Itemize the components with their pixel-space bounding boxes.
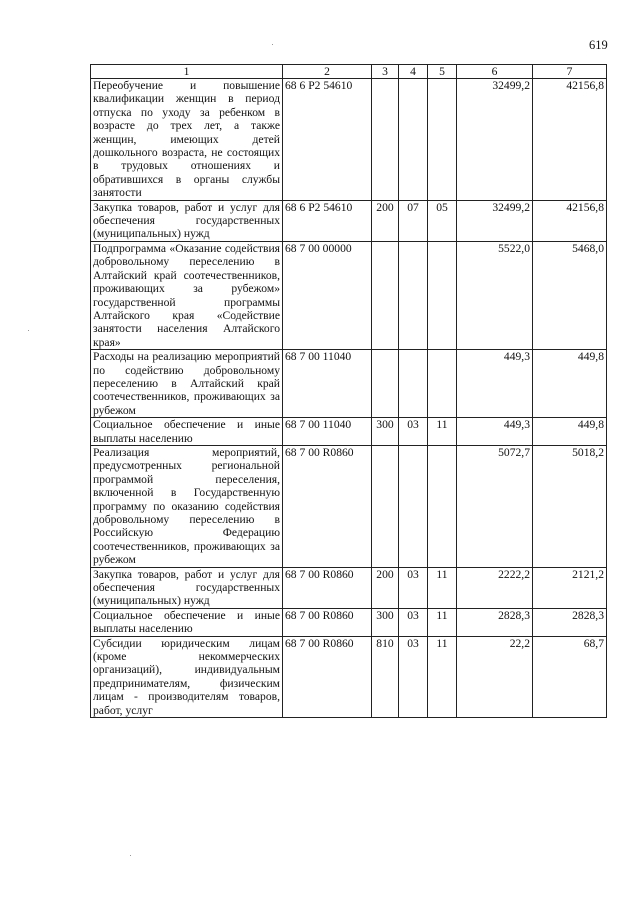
amount-col-7: 68,7 <box>533 636 607 717</box>
subsection-code <box>428 350 457 418</box>
table-row <box>91 79 607 201</box>
section-code: 03 <box>399 418 428 446</box>
amount-col-7: 42156,8 <box>533 79 607 201</box>
section-code <box>399 79 428 201</box>
section-code: 03 <box>399 636 428 717</box>
expense-type-code <box>372 79 399 201</box>
column-number: 4 <box>399 65 428 79</box>
table-row <box>91 445 607 567</box>
target-article-code: 68 6 Р2 54610 <box>283 200 372 241</box>
amount-col-7: 2121,2 <box>533 567 607 608</box>
table-row <box>91 241 607 349</box>
amount-col-7: 449,8 <box>533 350 607 418</box>
scan-speck <box>130 855 131 856</box>
column-number-row <box>91 65 607 79</box>
table-row <box>91 418 607 446</box>
section-code: 03 <box>399 608 428 636</box>
amount-col-6: 32499,2 <box>457 79 533 201</box>
column-number: 2 <box>283 65 372 79</box>
table-row <box>91 567 607 608</box>
table-row <box>91 200 607 241</box>
expense-type-code: 810 <box>372 636 399 717</box>
budget-table <box>90 64 607 718</box>
subsection-code <box>428 241 457 349</box>
subsection-code <box>428 79 457 201</box>
section-code <box>399 350 428 418</box>
table-row <box>91 350 607 418</box>
expense-name: Подпрограмма «Оказание содействия добровольному переселению в Алтайский край соотечественников, проживающих за рубежом» государственной программы Алтайского края «Содействие занятости населения Алтайского края» <box>91 241 283 349</box>
amount-col-6: 32499,2 <box>457 200 533 241</box>
expense-name: Субсидии юридическим лицам (кроме некоммерческих организаций), индивидуальным предпринимателям, физическим лицам - производителям товаров, работ, услуг <box>91 636 283 717</box>
amount-col-6: 22,2 <box>457 636 533 717</box>
subsection-code: 11 <box>428 567 457 608</box>
expense-name: Социальное обеспечение и иные выплаты населению <box>91 418 283 446</box>
amount-col-6: 449,3 <box>457 350 533 418</box>
target-article-code: 68 6 Р2 54610 <box>283 79 372 201</box>
expense-name: Реализация мероприятий, предусмотренных региональной программой переселения, включенной в Государственную программу по оказанию содействия добровольному переселению в Российскую Федерацию соотечественников, проживающих за рубежом <box>91 445 283 567</box>
section-code: 03 <box>399 567 428 608</box>
amount-col-7: 5018,2 <box>533 445 607 567</box>
table-row <box>91 608 607 636</box>
column-number: 1 <box>91 65 283 79</box>
amount-col-7: 449,8 <box>533 418 607 446</box>
subsection-code: 05 <box>428 200 457 241</box>
page-number: 619 <box>589 38 608 52</box>
target-article-code: 68 7 00 R0860 <box>283 567 372 608</box>
column-number: 3 <box>372 65 399 79</box>
amount-col-6: 2828,3 <box>457 608 533 636</box>
scan-speck <box>272 44 273 45</box>
expense-type-code: 300 <box>372 608 399 636</box>
expense-type-code: 200 <box>372 200 399 241</box>
target-article-code: 68 7 00 11040 <box>283 350 372 418</box>
column-number: 5 <box>428 65 457 79</box>
amount-col-7: 42156,8 <box>533 200 607 241</box>
expense-type-code <box>372 350 399 418</box>
table-row <box>91 636 607 717</box>
expense-type-code <box>372 445 399 567</box>
expense-type-code <box>372 241 399 349</box>
amount-col-6: 2222,2 <box>457 567 533 608</box>
scan-speck <box>28 330 29 331</box>
expense-name: Закупка товаров, работ и услуг для обеспечения государственных (муниципальных) нужд <box>91 200 283 241</box>
target-article-code: 68 7 00 R0860 <box>283 445 372 567</box>
expense-type-code: 300 <box>372 418 399 446</box>
column-number: 6 <box>457 65 533 79</box>
target-article-code: 68 7 00 11040 <box>283 418 372 446</box>
target-article-code: 68 7 00 00000 <box>283 241 372 349</box>
subsection-code: 11 <box>428 418 457 446</box>
expense-type-code: 200 <box>372 567 399 608</box>
section-code: 07 <box>399 200 428 241</box>
amount-col-6: 449,3 <box>457 418 533 446</box>
amount-col-6: 5072,7 <box>457 445 533 567</box>
subsection-code: 11 <box>428 608 457 636</box>
expense-name: Переобучение и повышение квалификации женщин в период отпуска по уходу за ребенком в возрасте до трех лет, а также женщин, имеющих детей дошкольного возраста, не состоящих в трудовых отношениях и обратившихся в органы службы занятости <box>91 79 283 201</box>
section-code <box>399 445 428 567</box>
column-number: 7 <box>533 65 607 79</box>
expense-name: Социальное обеспечение и иные выплаты населению <box>91 608 283 636</box>
expense-name: Расходы на реализацию мероприятий по содействию добровольному переселению в Алтайский край соотечественников, проживающих за рубежом <box>91 350 283 418</box>
section-code <box>399 241 428 349</box>
amount-col-7: 5468,0 <box>533 241 607 349</box>
expense-name: Закупка товаров, работ и услуг для обеспечения государственных (муниципальных) нужд <box>91 567 283 608</box>
subsection-code <box>428 445 457 567</box>
target-article-code: 68 7 00 R0860 <box>283 608 372 636</box>
amount-col-7: 2828,3 <box>533 608 607 636</box>
subsection-code: 11 <box>428 636 457 717</box>
amount-col-6: 5522,0 <box>457 241 533 349</box>
target-article-code: 68 7 00 R0860 <box>283 636 372 717</box>
